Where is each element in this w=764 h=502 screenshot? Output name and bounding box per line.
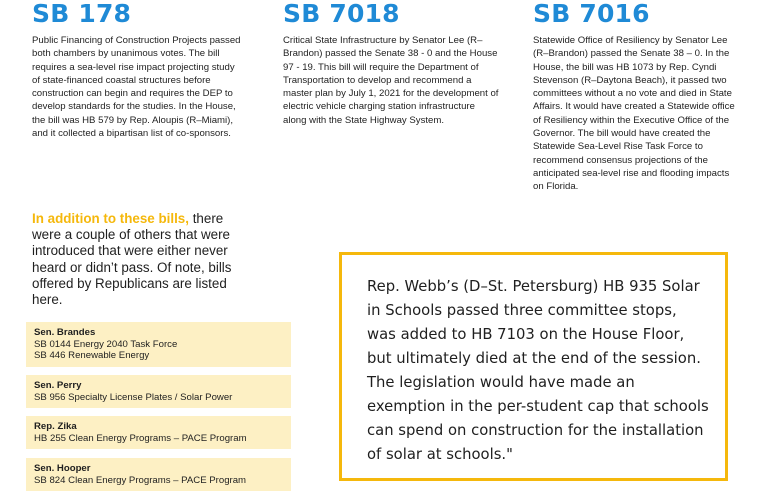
bill-description: Public Financing of Construction Projects passed both chambers by unanimous votes. The bill requires a sea-level rise impact projecting study of state-financed coastal structures before construction can begin and requires the DEP to develop standards for the studies. In the House, the bill was HB 579 by Rep. Aloupis (R–Miami), and it collected a bipartisan list of co-sponsors. <box>32 35 241 140</box>
bill-title: SB 178 <box>32 0 132 28</box>
bill-title: SB 7018 <box>283 0 400 28</box>
sponsor-bill: SB 956 Specialty License Plates / Solar Power <box>34 391 233 403</box>
sponsor-card-zika <box>26 416 291 449</box>
sponsor-bill: HB 255 Clean Energy Programs – PACE Program <box>34 432 247 444</box>
sponsor-card-hooper <box>26 458 291 491</box>
quote-text: Rep. Webb’s (D–St. Petersburg) HB 935 Solar in Schools passed three committee stops, was added to HB 7103 on the House Floor, but ultimately died at the end of the session. The legislation would have made an exemption in the per-student cap that schools can spend on construction for the installation of solar at schools." <box>367 278 709 463</box>
sponsor-name: Sen. Perry <box>34 380 82 391</box>
intro-highlight: In addition to these bills, <box>32 211 189 226</box>
sponsor-name: Sen. Brandes <box>34 327 96 338</box>
intro-paragraph <box>32 211 244 308</box>
bill-description: Statewide Office of Resiliency by Senator Lee (R–Brandon) passed the Senate 38 – 0. In the House, the bill was HB 1073 by Rep. Cyndi Stevenson (R–Daytona Beach), it passed two committees without a no vote and died in State Affairs. It would have created a Statewide office of Resiliency within the Executive Office of the Governor. The bill would have created the Statewide Sea-Level Rise Task Force to recommend consensus projections of the anticipated sea-level rise and flooding impacts on Florida. <box>533 35 735 193</box>
bill-column-sb178 <box>32 0 242 140</box>
sponsor-bill: SB 0144 Energy 2040 Task Force <box>34 338 178 350</box>
sponsor-card-perry <box>26 375 291 408</box>
bill-column-sb7016 <box>533 0 739 194</box>
sponsor-bill: SB 824 Clean Energy Programs – PACE Program <box>34 474 247 486</box>
sponsor-name: Sen. Hooper <box>34 463 91 474</box>
sponsor-card-brandes <box>26 322 291 367</box>
sponsor-bill: SB 446 Renewable Energy <box>34 350 150 361</box>
intro-text: there were a couple of others that were introduced that were either never heard or didn’t pass. Of note, bills offered by Republicans are listed here. <box>32 211 232 308</box>
bill-column-sb7018 <box>283 0 501 127</box>
bill-description: Critical State Infrastructure by Senator Lee (R–Brandon) passed the Senate 38 - 0 and the House 97 - 19. This bill will require the Department of Transportation to develop and recommend a master plan by July 1, 2021 for the development of electric vehicle charging station infrastructure along with the State Highway System. <box>283 35 499 126</box>
sponsor-name: Rep. Zika <box>34 421 77 432</box>
quote-box <box>339 252 728 481</box>
bill-title: SB 7016 <box>533 0 650 28</box>
